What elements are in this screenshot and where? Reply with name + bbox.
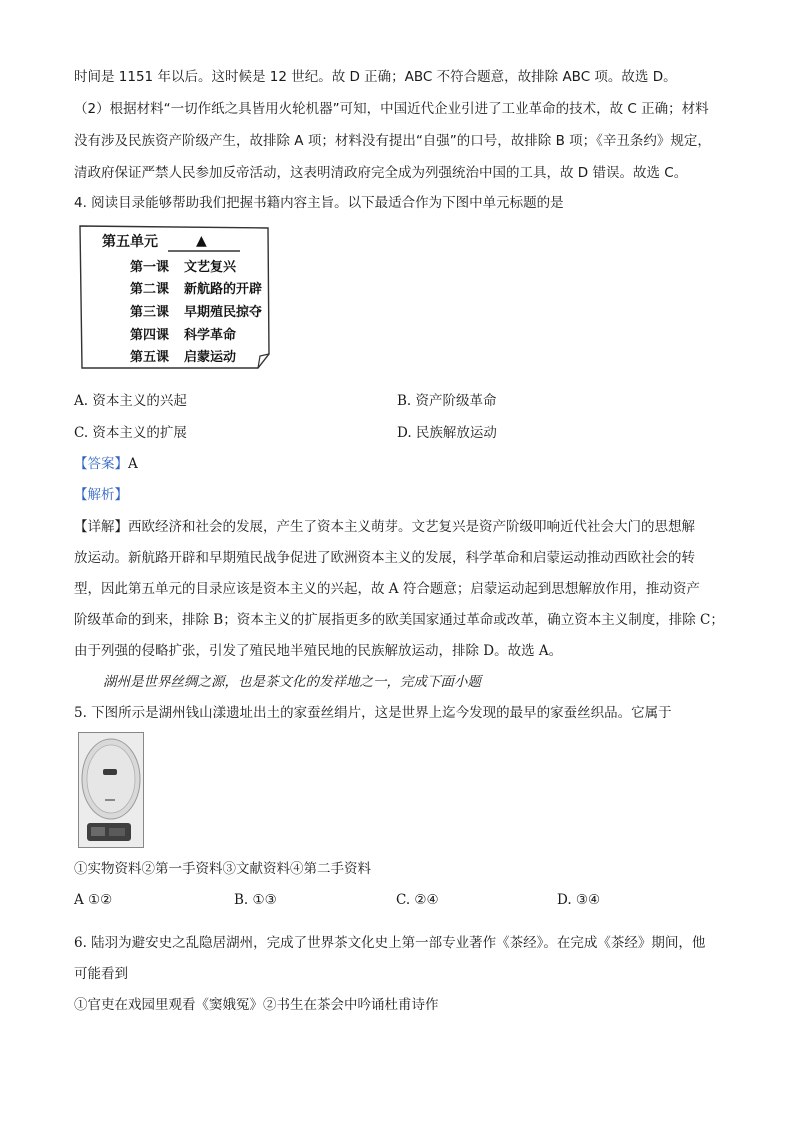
detail-line-4: 阶级革命的到来，排除 B；资本主义的扩展指更多的欧美国家通过革命或改革，确立资本主义制度，排除 C；	[74, 612, 724, 628]
q5-items: ①实物资料②第一手资料③文献资料④第二手资料	[74, 861, 371, 877]
q3-tail-line-1: 时间是 1151 年以后。这时候是 12 世纪。故 D 正确；ABC 不符合题意，故排除 ABC 项。故选 D。	[74, 69, 677, 85]
detail-text-1: 西欧经济和社会的发展，产生了资本主义萌芽。文艺复兴是资产阶级叩响近代社会大门的思想解	[128, 519, 695, 535]
q4-option-a: A. 资本主义的兴起	[74, 393, 187, 409]
q6-stem-line-2: 可能看到	[74, 966, 128, 982]
toc-unit-label: 第五单元	[102, 234, 158, 250]
detail-line-2: 放运动。新航路开辟和早期殖民战争促进了欧洲资本主义的发展，科学革命和启蒙运动推动西欧社会的转	[74, 550, 695, 566]
answer-value: A	[128, 456, 138, 472]
toc-lesson-4-title: 科学革命	[184, 328, 237, 343]
q5-option-c: C. ②④	[396, 892, 439, 908]
detail-line-5: 由于列强的侵略扩张，引发了殖民地半殖民地的民族解放运动，排除 D。故选 A。	[74, 643, 563, 659]
q3-tail-line-4: 清政府保证严禁人民参加反帝活动，这表明清政府完全成为列强统治中国的工具，故 D 错误。故选 C。	[74, 165, 688, 181]
q6-items: ①官吏在戏园里观看《窦娥冤》②书生在茶会中吟诵杜甫诗作	[74, 997, 439, 1013]
q5-stem: 5. 下图所示是湖州钱山漾遗址出土的家蚕丝绢片，这是世界上迄今发现的最早的家蚕丝织品。它属于	[74, 705, 672, 721]
q4-option-c: C. 资本主义的扩展	[74, 425, 187, 441]
q3-tail-line-2: （2）根据材料“一切作纸之具皆用火轮机器”可知，中国近代企业引进了工业革命的技术，故 C 正确；材料	[74, 101, 709, 117]
silk-fragment-illustration	[79, 733, 143, 847]
q5-option-a: A ①②	[74, 892, 113, 908]
toc-lesson-5-num: 第五课	[130, 350, 170, 365]
table-of-contents-figure	[76, 222, 272, 372]
q4-option-b: B. 资产阶级革命	[397, 393, 497, 409]
answer-tag: 【答案】	[74, 456, 128, 472]
q3-tail-line-3: 没有涉及民族资产阶级产生，故排除 A 项；材料没有提出“自强”的口号，故排除 B 项；《辛丑条约》规定，	[74, 133, 711, 149]
toc-lesson-2-title: 新航路的开辟	[184, 282, 263, 297]
toc-lesson-2-num: 第二课	[130, 282, 170, 297]
analysis-tag: 【解析】	[74, 487, 128, 503]
toc-lesson-1-num: 第一课	[130, 260, 170, 275]
q6-stem-line-1: 6. 陆羽为避安史之乱隐居湖州，完成了世界茶文化史上第一部专业著作《茶经》。在完成《茶经》期间，他	[74, 935, 706, 951]
q5-option-b: B. ①③	[234, 892, 277, 908]
q4-option-d: D. 民族解放运动	[397, 425, 497, 441]
material-intro: 湖州是世界丝绸之源，也是茶文化的发祥地之一，完成下面小题	[103, 674, 481, 690]
toc-unit-title-marker: ▲	[196, 233, 207, 249]
detail-line-3: 型，因此第五单元的目录应该是资本主义的兴起，故 A 符合题意；启蒙运动起到思想解放作用，推动资产	[74, 581, 700, 597]
toc-lesson-3-num: 第三课	[130, 305, 170, 320]
q5-option-d: D. ③④	[557, 892, 601, 908]
q4-answer	[74, 455, 138, 473]
toc-lesson-4-num: 第四课	[130, 328, 170, 343]
q4-stem: 4. 阅读目录能够帮助我们把握书籍内容主旨。以下最适合作为下图中单元标题的是	[74, 195, 564, 211]
toc-lesson-1-title: 文艺复兴	[184, 260, 237, 275]
detail-line-1	[74, 518, 695, 536]
silk-fragment-photo	[78, 732, 144, 848]
toc-lesson-3-title: 早期殖民掠夺	[184, 305, 263, 320]
toc-lesson-5-title: 启蒙运动	[184, 350, 237, 365]
detail-tag: 【详解】	[74, 519, 128, 535]
